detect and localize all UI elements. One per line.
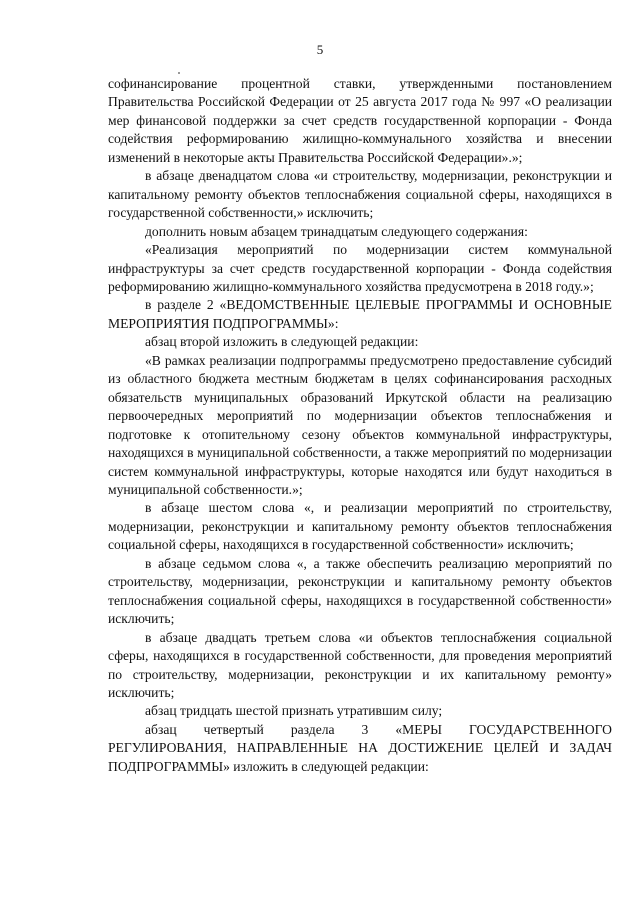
paragraph-4: «Реализация мероприятий по модернизации систем коммунальной инфраструктуры за счет средств государственной корпорации - Фонда содействия реформированию жилищно-коммунального хозяйства предусмотрена в 2018 году.»;: [108, 242, 612, 294]
scan-mark: [178, 72, 180, 74]
paragraph-6: абзац второй изложить в следующей редакции:: [145, 334, 419, 350]
paragraph-8: в абзаце шестом слова «, и реализации мероприятий по строительству, модернизации, реконструкции и капитальному ремонту объектов теплоснабжения социальной сферы, находящихся в государственной собственности» исключить;: [108, 500, 612, 553]
paragraph-10: в абзаце двадцать третьем слова «и объектов теплоснабжения социальной сферы, находящихся в государственной собственности, для проведения мероприятий по строительству, модернизации, реконструкции и их капитальному ремонту» исключить;: [108, 629, 612, 700]
paragraph-3: дополнить новым абзацем тринадцатым следующего содержания:: [145, 223, 528, 239]
paragraph-5: в разделе 2 «ВЕДОМСТВЕННЫЕ ЦЕЛЕВЫЕ ПРОГРАММЫ И ОСНОВНЫЕ МЕРОПРИЯТИЯ ПОДПРОГРАММЫ»:: [108, 297, 612, 331]
paragraph-12: абзац четвертый раздела 3 «МЕРЫ ГОСУДАРСТВЕННОГО РЕГУЛИРОВАНИЯ, НАПРАВЛЕННЫЕ НА ДОСТИЖЕНИЕ ЦЕЛЕЙ И ЗАДАЧ ПОДПРОГРАММЫ» изложить в следующей редакции:: [108, 721, 612, 774]
paragraph-1: софинансирование процентной ставки, утвержденными постановлением Правительства Российской Федерации от 25 августа 2017 года № 997 «О реализации мер финансовой поддержки за счет средств государственной корпорации - Фонда содействия реформированию жилищно-коммунального хозяйства и внесении изменений в некоторые акты Правительства Российской Федерации».»;: [108, 76, 612, 165]
document-body: [108, 75, 612, 776]
paragraph-2: в абзаце двенадцатом слова «и строительству, модернизации, реконструкции и капитальному ремонту объектов теплоснабжения социальной сферы, находящихся в государственной собственности,» исключить;: [108, 168, 612, 221]
paragraph-7: «В рамках реализации подпрограммы предусмотрено предоставление субсидий из областного бюджета местным бюджетам в целях софинансирования расходных обязательств муниципальных образований Иркутской области на реализацию первоочередных мероприятий по модернизации объектов теплоснабжения и подготовке к отопительному сезону объектов коммунальной инфраструктуры, находящихся в муниципальной собственности, а также мероприятий по модернизации систем коммунальной инфраструктуры, которые находятся или будут находиться в муниципальной собственности.»;: [108, 352, 612, 497]
paragraph-11: абзац тридцать шестой признать утратившим силу;: [145, 703, 443, 719]
page-number: 5: [316, 42, 324, 57]
paragraph-9: в абзаце седьмом слова «, а также обеспечить реализацию мероприятий по строительству, модернизации, реконструкции и капитальному ремонту объектов теплоснабжения социальной сферы, находящихся в государственной собственности» исключить;: [108, 555, 612, 627]
